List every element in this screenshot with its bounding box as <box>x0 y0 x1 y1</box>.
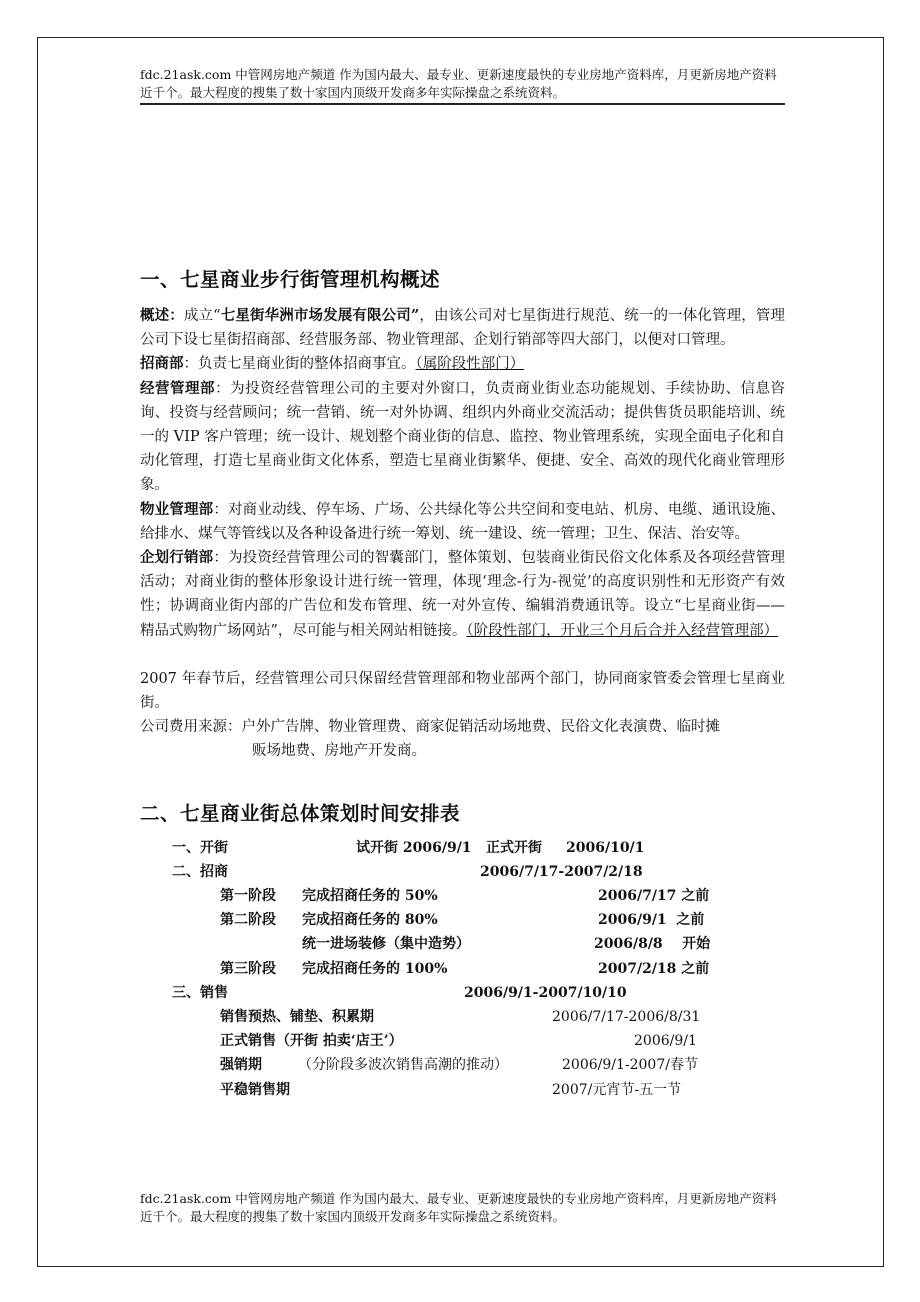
schedule-row-sales <box>140 981 785 1005</box>
recruit-dept-text: ：负责七星商业街的整体招商事宜。 <box>183 356 416 373</box>
sales-item-name: 销售预热、铺垫、积累期 <box>220 1008 374 1025</box>
phase-task: 统一进场装修（集中造势） <box>302 936 470 953</box>
phase-date: 2006/8/8 开始 <box>594 936 711 953</box>
marketing-dept-label: 企划行销部 <box>140 549 214 567</box>
recruit-dept-label: 招商部 <box>140 355 184 373</box>
phase-task: 完成招商任务的 50% <box>302 888 438 905</box>
paragraph-gap <box>140 643 785 667</box>
sales-item-name: 平稳销售期 <box>220 1081 290 1098</box>
phase-stage: 第一阶段 <box>220 888 276 905</box>
schedule-row-phase <box>140 884 785 908</box>
overview-text: ，由该公司对七星街进行规范、统一的一体化管理，管理公司下设七星街招商部、经营服务部、物业管理部、企划行销部等四大部门，以便对口管理。 <box>140 308 786 349</box>
phase-date: 2006/7/17 之前 <box>598 888 710 905</box>
phase-task: 完成招商任务的 100% <box>302 960 448 977</box>
schedule-row-phase <box>140 932 785 956</box>
sales-item-date: 2006/9/1 <box>634 1033 697 1050</box>
opening-trial: 试开街 2006/9/1 <box>356 839 472 856</box>
ops-dept-text: ：为投资经营管理公司的主要对外窗口，负责商业街业态功能规划、手续协助、信息咨询、投资与经营顾问；统一营销、统一对外协调、组织内外商业交流活动；提供售货员职能培训、统一的 VIP 客户管理；统一设计、规划整个商业街的信息、监控、物业管理系统，实现全面电子化和自动化管理，打造七星商业街文化体系，塑造七星商业街繁华、便捷、安全、高效的现代化商业管理形象。 <box>140 380 785 494</box>
page-header-note <box>140 66 785 105</box>
recruit-label: 二、招商 <box>172 863 228 880</box>
phase-stage: 第二阶段 <box>220 912 276 929</box>
header-text: 中管网房地产频道 作为国内最大、最专业、更新速度最快的专业房地产资料库，月更新房地产资料近千个。最大程度的搜集了数十家国内顶级开发商多年实际操盘之系统资料。 <box>140 67 777 100</box>
sales-range: 2006/9/1-2007/10/10 <box>464 984 627 1001</box>
sales-item-date: 2006/7/17-2006/8/31 <box>552 1008 701 1025</box>
ops-dept-paragraph <box>140 377 785 498</box>
header-site: fdc.21ask.com <box>140 67 232 82</box>
recruit-dept-paragraph <box>140 352 785 376</box>
marketing-dept-note: （阶段性部门，开业三个月后合并入经营管理部） <box>466 622 779 639</box>
schedule-row-sales-item <box>140 1029 785 1053</box>
page-footer-note <box>140 1190 785 1226</box>
document-body <box>140 264 785 1102</box>
schedule-row-sales-item <box>140 1078 785 1102</box>
overview-company: 七星街华洲市场发展有限公司” <box>220 307 420 324</box>
marketing-dept-text: ：为投资经营管理公司的智囊部门，整体策划、包装商业街民俗文化体系及各项经营管理活动；对商业街的整体形象设计进行统一管理，体现‘理念-行为-视觉’的高度识别性和无形资产有效性；协调商业街内部的广告位和发布管理、统一对外宣传、编辑消费通讯等。设立“七星商业街——精品式购物广场网站”，尽可能与相关网站相链接。 <box>140 550 786 639</box>
fee-source-line2: 贩场地费、房地产开发商。 <box>252 743 426 760</box>
overview-pre: 成立“ <box>183 308 221 324</box>
schedule-row-sales-item <box>140 1053 785 1077</box>
schedule-table <box>140 836 785 1102</box>
section1-title: 一、七星商业步行街管理机构概述 <box>140 268 441 291</box>
recruit-range: 2006/7/17-2007/2/18 <box>480 863 643 880</box>
spring-festival-paragraph: 2007 年春节后，经营管理公司只保留经营管理部和物业部两个部门，协同商家管委会管理七星商业街。 <box>140 670 785 712</box>
footer-text: 中管网房地产频道 作为国内最大、最专业、更新速度最快的专业房地产资料库，月更新房地产资料近千个。最大程度的搜集了数十家国内顶级开发商多年实际操盘之系统资料。 <box>140 1191 777 1224</box>
sales-item-name: 强销期 <box>220 1057 262 1074</box>
sales-item-detail: （分阶段多波次销售高潮的推动） <box>298 1057 508 1074</box>
phase-task: 完成招商任务的 80% <box>302 912 438 929</box>
fee-source-continuation <box>140 739 785 763</box>
fee-source-line1: 户外广告牌、物业管理费、商家促销活动场地费、民俗文化表演费、临时摊 <box>241 719 720 736</box>
overview-paragraph <box>140 304 785 352</box>
opening-formal-date: 2006/10/1 <box>566 839 645 856</box>
marketing-dept-paragraph <box>140 546 785 643</box>
property-dept-text: ：对商业动线、停车场、广场、公共绿化等公共空间和变电站、机房、电缆、通讯设施、给排水、煤气等管线以及各种设备进行统一筹划、统一建设、统一管理；卫生、保洁、治安等。 <box>140 501 786 542</box>
sales-item-date: 2006/9/1-2007/春节 <box>562 1057 698 1074</box>
property-dept-paragraph <box>140 498 785 546</box>
fee-source-label: 公司费用来源： <box>140 719 242 736</box>
overview-label: 概述： <box>140 307 184 324</box>
sales-item-date: 2007/元宵节-五一节 <box>552 1081 682 1098</box>
property-dept-label: 物业管理部 <box>140 500 214 518</box>
opening-formal-label: 正式开街 <box>486 839 542 856</box>
section2-title: 二、七星商业街总体策划时间安排表 <box>140 801 461 825</box>
recruit-dept-note: （属阶段性部门） <box>415 356 525 373</box>
fee-source-paragraph <box>140 715 785 739</box>
ops-dept-label: 经营管理部 <box>140 379 216 397</box>
sales-label: 三、销售 <box>172 984 228 1001</box>
opening-label: 一、开街 <box>172 839 228 856</box>
schedule-row-phase <box>140 957 785 981</box>
schedule-row-opening <box>140 836 785 860</box>
schedule-row-recruit <box>140 860 785 884</box>
footer-site: fdc.21ask.com <box>140 1191 232 1206</box>
phase-date: 2007/2/18 之前 <box>598 960 710 977</box>
phase-stage: 第三阶段 <box>220 960 276 977</box>
schedule-row-sales-item <box>140 1005 785 1029</box>
sales-item-name: 正式销售（开街 拍卖‘店王’） <box>220 1033 403 1050</box>
schedule-row-phase <box>140 908 785 932</box>
phase-date: 2006/9/1 之前 <box>598 912 705 929</box>
